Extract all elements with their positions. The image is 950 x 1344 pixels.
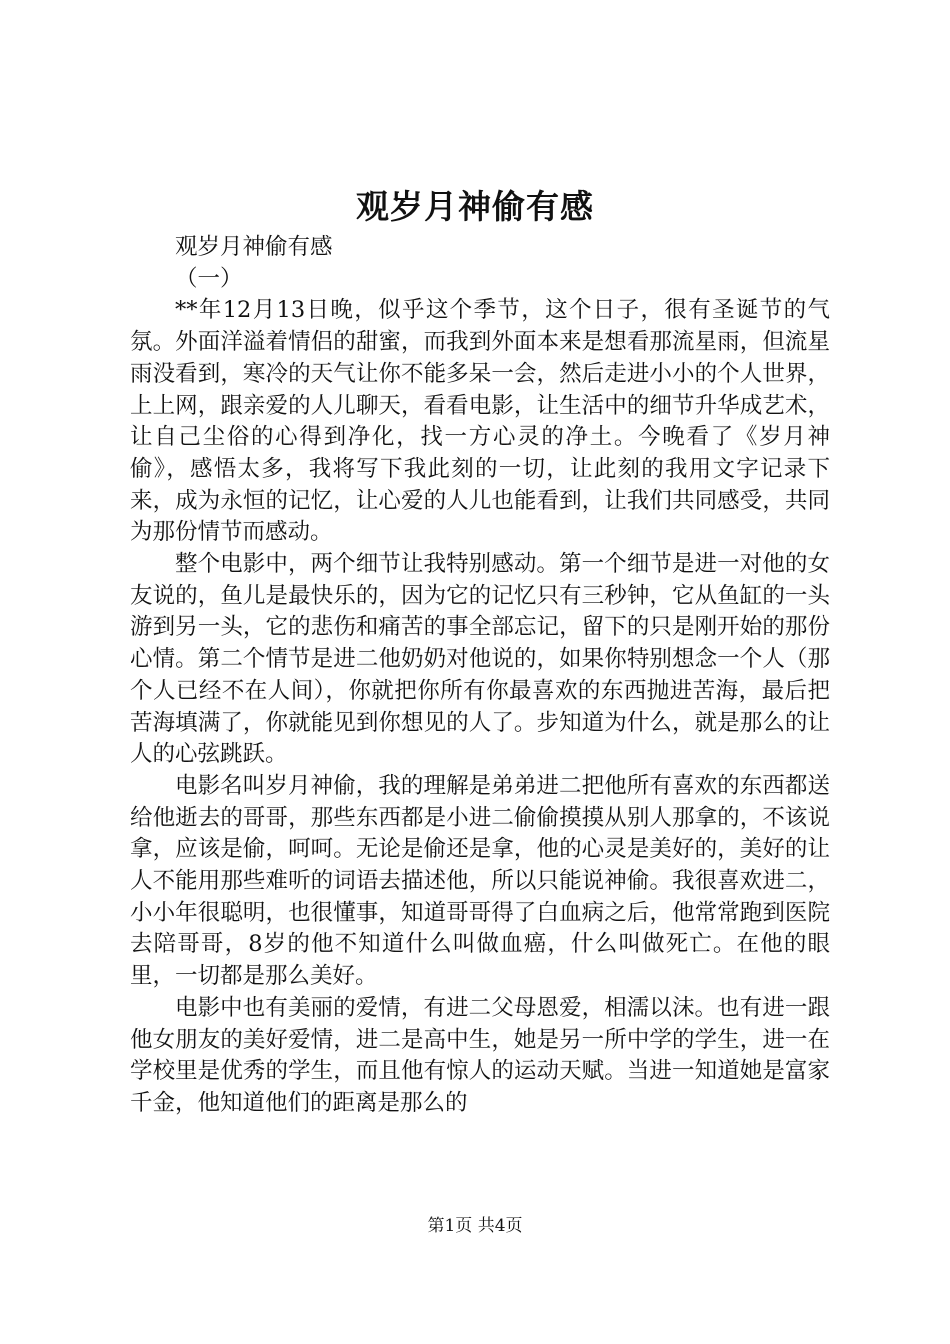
paragraph-subtitle: 观岁月神偷有感 bbox=[175, 234, 333, 260]
paragraph: 整个电影中，两个细节让我特别感动。第一个细节是进一对他的女友说的，鱼儿是最快乐的，因为它的记忆只有三秒钟，它从鱼缸的一头游到另一头，它的悲伤和痛苦的事全部忘记，留下的只是刚开始的那份心情。第二个情节是进二他奶奶对他说的，如果你特别想念一个人（那个人已经不在人间），你就把你所有你最喜欢的东西抛进苦海，最后把苦海填满了，你就能见到你想见的人了。步知道为什么，就是那么的让人的心弦跳跃。 bbox=[130, 551, 830, 768]
paragraph: 电影中也有美丽的爱情，有进二父母恩爱，相濡以沫。也有进一跟他女朋友的美好爱情，进二是高中生，她是另一所中学的学生，进一在学校里是优秀的学生，而且他有惊人的运动天赋。当进一知道她是富家千金，他知道他们的距离是那么的 bbox=[130, 994, 830, 1116]
page-title: 观岁月神偷有感 bbox=[356, 187, 594, 226]
paragraph: 电影名叫岁月神偷，我的理解是弟弟进二把他所有喜欢的东西都送给他逝去的哥哥，那些东西都是小进二偷偷摸摸从别人那拿的，不该说拿，应该是偷，呵呵。无论是偷还是拿，他的心灵是美好的，美好的让人不能用那些难听的词语去描述他，所以只能说神偷。我很喜欢进二，小小年很聪明，也很懂事，知道哥哥得了白血病之后，他常常跑到医院去陪哥哥，8岁的他不知道什么叫做血癌，什么叫做死亡。在他的眼里，一切都是那么美好。 bbox=[130, 772, 830, 990]
paragraph-section-number: （一） bbox=[175, 265, 243, 292]
document-body bbox=[130, 232, 830, 1120]
page-footer: 第1页 共4页 bbox=[427, 1216, 523, 1236]
paragraph: **年12月13日晚，似乎这个季节，这个日子，很有圣诞节的气氛。外面洋溢着情侣的甜蜜，而我到外面本来是想看那流星雨，但流星雨没看到，寒冷的天气让你不能多呆一会，然后走进小小的个人世界，上上网，跟亲爱的人儿聊天，看看电影，让生活中的细节升华成艺术，让自己尘俗的心得到净化，找一方心灵的净土。今晚看了《岁月神偷》，感悟太多，我将写下我此刻的一切，让此刻的我用文字记录下来，成为永恒的记忆，让心爱的人儿也能看到，让我们共同感受，共同为那份情节而感动。 bbox=[130, 297, 830, 546]
